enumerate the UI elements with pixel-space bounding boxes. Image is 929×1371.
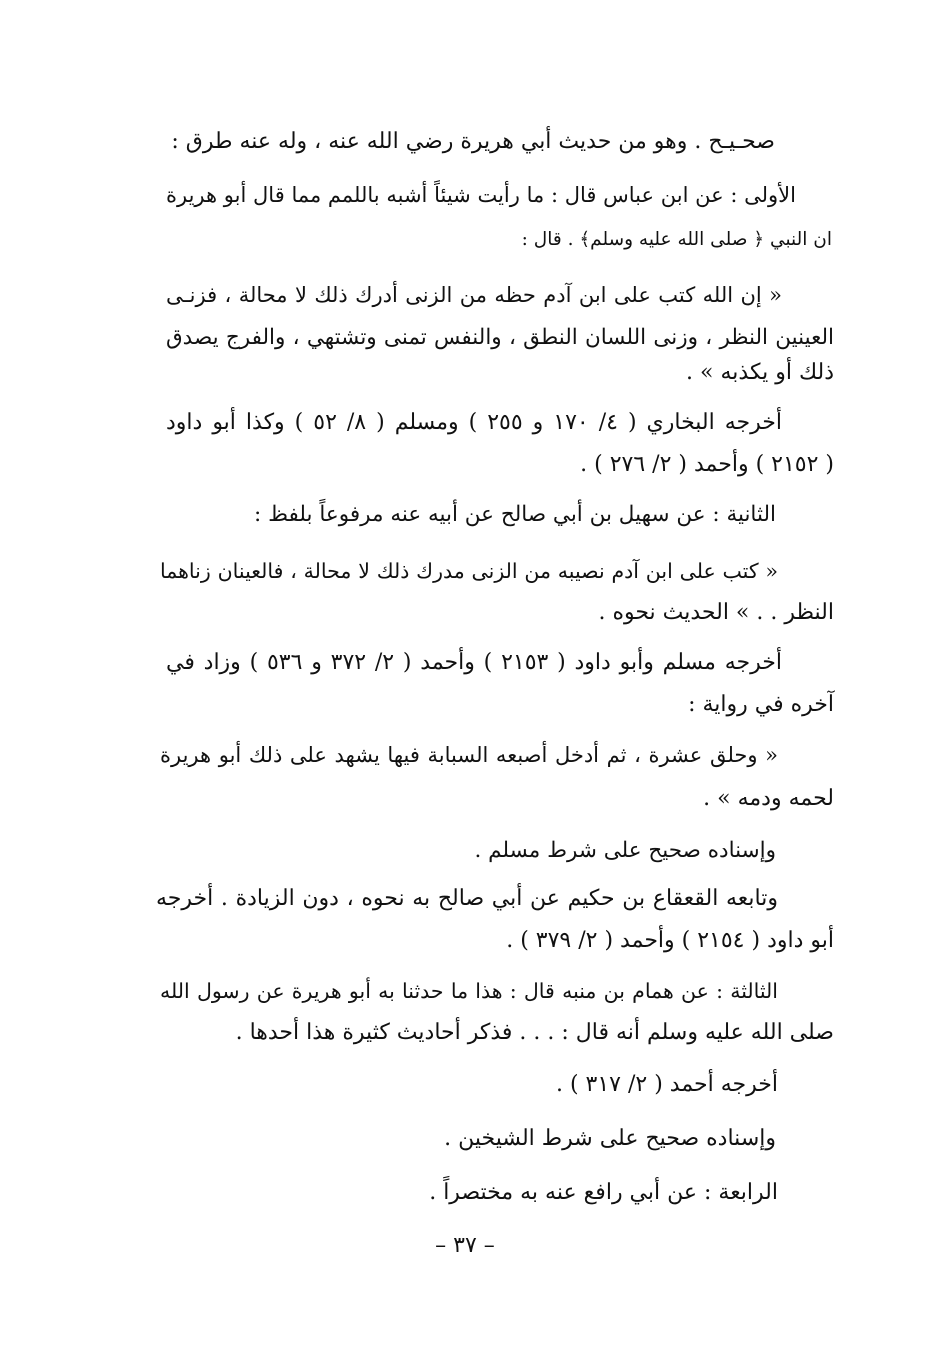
text-line-5: العينين النظر ، وزنى اللسان النطق ، والنفس تمنى وتشتهي ، والفرج يصدق — [166, 325, 834, 350]
page-number: – ٣٧ – — [435, 1233, 495, 1258]
text-line-20: صلى الله عليه وسلم أنه قال : . . . فذكر أحاديث كثيرة هذا أحدها . — [235, 1020, 834, 1045]
text-line-11: النظر . . » الحديث نحوه . — [598, 600, 834, 625]
text-line-19: الثالثة : عن همام بن منبه قال : هذا ما حدثنا به أبو هريرة عن رسول الله — [160, 979, 778, 1003]
text-line-6: ذلك أو يكذبه » . — [686, 360, 834, 385]
text-line-10: « كتب على ابن آدم نصيبه من الزنى مدرك ذلك لا محالة ، فالعينان زناهما — [160, 559, 778, 583]
text-line-8: ( ٢١٥٢ ) وأحمد ( ٢/ ٢٧٦ ) . — [580, 452, 834, 477]
text-line-2: الأولى : عن ابن عباس قال : ما رأيت شيئاً أشبه باللمم مما قال أبو هريرة — [166, 183, 796, 207]
text-line-18: أبو داود ( ٢١٥٤ ) وأحمد ( ٢/ ٣٧٩ ) . — [506, 928, 834, 953]
text-line-9: الثانية : عن سهيل بن أبي صالح عن أبيه عنه مرفوعاً بلفظ : — [254, 502, 776, 527]
text-line-21: أخرجه أحمد ( ٢/ ٣١٧ ) . — [555, 1072, 778, 1097]
text-line-3: ان النبي ﴿ صلى الله عليه وسلم﴾ . قال : — [521, 229, 832, 250]
text-line-14: « وحلق عشرة ، ثم أدخل أصبعه السبابة فيها يشهد على ذلك أبو هريرة — [160, 743, 778, 767]
text-line-15: لحمه ودمه » . — [703, 786, 834, 811]
text-line-22: وإسناده صحيح على شرط الشيخين . — [444, 1126, 776, 1151]
text-line-7: أخرجه البخاري ( ٤/ ١٧٠ و ٢٥٥ ) ومسلم ( ٨/ ٥٢ ) وكذا أبو داود — [166, 410, 782, 435]
text-line-12: أخرجه مسلم وأبو داود ( ٢١٥٣ ) وأحمد ( ٢/ ٣٧٢ و ٥٣٦ ) وزاد في — [166, 650, 782, 675]
text-line-13: آخره في رواية : — [688, 692, 834, 717]
text-line-1: صحـيـح . وهو من حديث أبي هريرة رضي الله عنه ، وله عنه طرق : — [171, 129, 775, 154]
text-line-4: « إن الله كتب على ابن آدم حظه من الزنى أدرك ذلك لا محالة ، فزنـى — [166, 283, 782, 307]
text-line-16: وإسناده صحيح على شرط مسلم . — [474, 838, 776, 863]
text-line-23: الرابعة : عن أبي رافع عنه به مختصراً . — [429, 1180, 778, 1205]
text-line-17: وتابعه القعقاع بن حكيم عن أبي صالح به نحوه ، دون الزيادة . أخرجه — [156, 886, 778, 911]
